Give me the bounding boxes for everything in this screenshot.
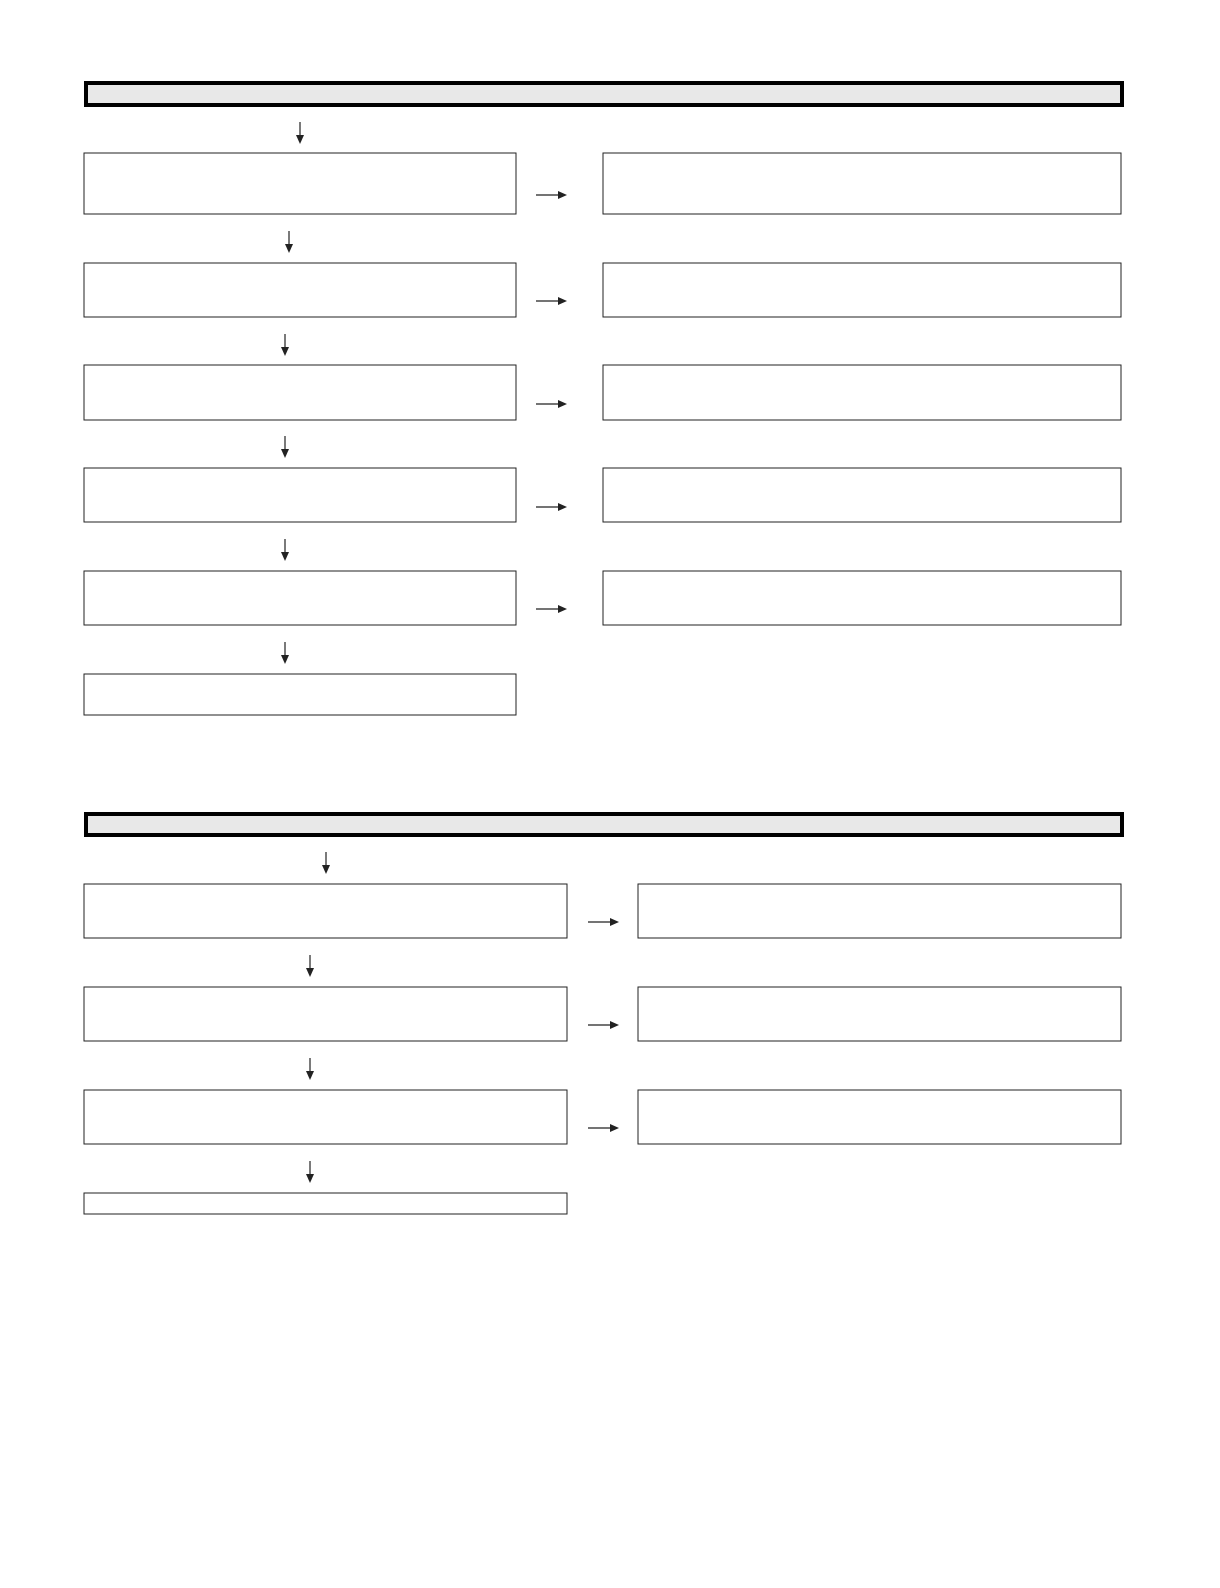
main-step-box-4 xyxy=(84,468,516,522)
down-arrow xyxy=(281,539,289,561)
down-arrow xyxy=(281,334,289,356)
right-arrow xyxy=(588,1021,619,1029)
main-step-box-2 xyxy=(84,987,567,1041)
side-step-box-1 xyxy=(603,153,1121,214)
side-step-box-2 xyxy=(603,263,1121,317)
section-1-header-bar xyxy=(86,83,1122,105)
main-step-box-1 xyxy=(84,884,567,938)
main-step-box-2 xyxy=(84,263,516,317)
right-arrow xyxy=(536,400,567,408)
side-step-box-1 xyxy=(638,884,1121,938)
section-2-header-bar xyxy=(86,814,1122,835)
main-step-box-5 xyxy=(84,571,516,625)
down-arrow xyxy=(296,122,304,144)
down-arrow xyxy=(281,436,289,458)
down-arrow xyxy=(306,955,314,977)
side-step-box-4 xyxy=(603,468,1121,522)
down-arrow xyxy=(285,231,293,253)
side-step-box-3 xyxy=(603,365,1121,420)
flow-section-1 xyxy=(84,83,1122,715)
main-step-box-3 xyxy=(84,1090,567,1144)
main-step-box-4 xyxy=(84,1193,567,1214)
right-arrow xyxy=(536,503,567,511)
down-arrow xyxy=(281,642,289,664)
main-step-box-6 xyxy=(84,674,516,715)
right-arrow xyxy=(536,605,567,613)
side-step-box-3 xyxy=(638,1090,1121,1144)
flow-section-2 xyxy=(84,814,1122,1214)
right-arrow xyxy=(536,297,567,305)
down-arrow xyxy=(322,852,330,874)
right-arrow xyxy=(588,1124,619,1132)
side-step-box-2 xyxy=(638,987,1121,1041)
down-arrow xyxy=(306,1161,314,1183)
main-step-box-1 xyxy=(84,153,516,214)
side-step-box-5 xyxy=(603,571,1121,625)
right-arrow xyxy=(588,918,619,926)
right-arrow xyxy=(536,191,567,199)
main-step-box-3 xyxy=(84,365,516,420)
down-arrow xyxy=(306,1058,314,1080)
